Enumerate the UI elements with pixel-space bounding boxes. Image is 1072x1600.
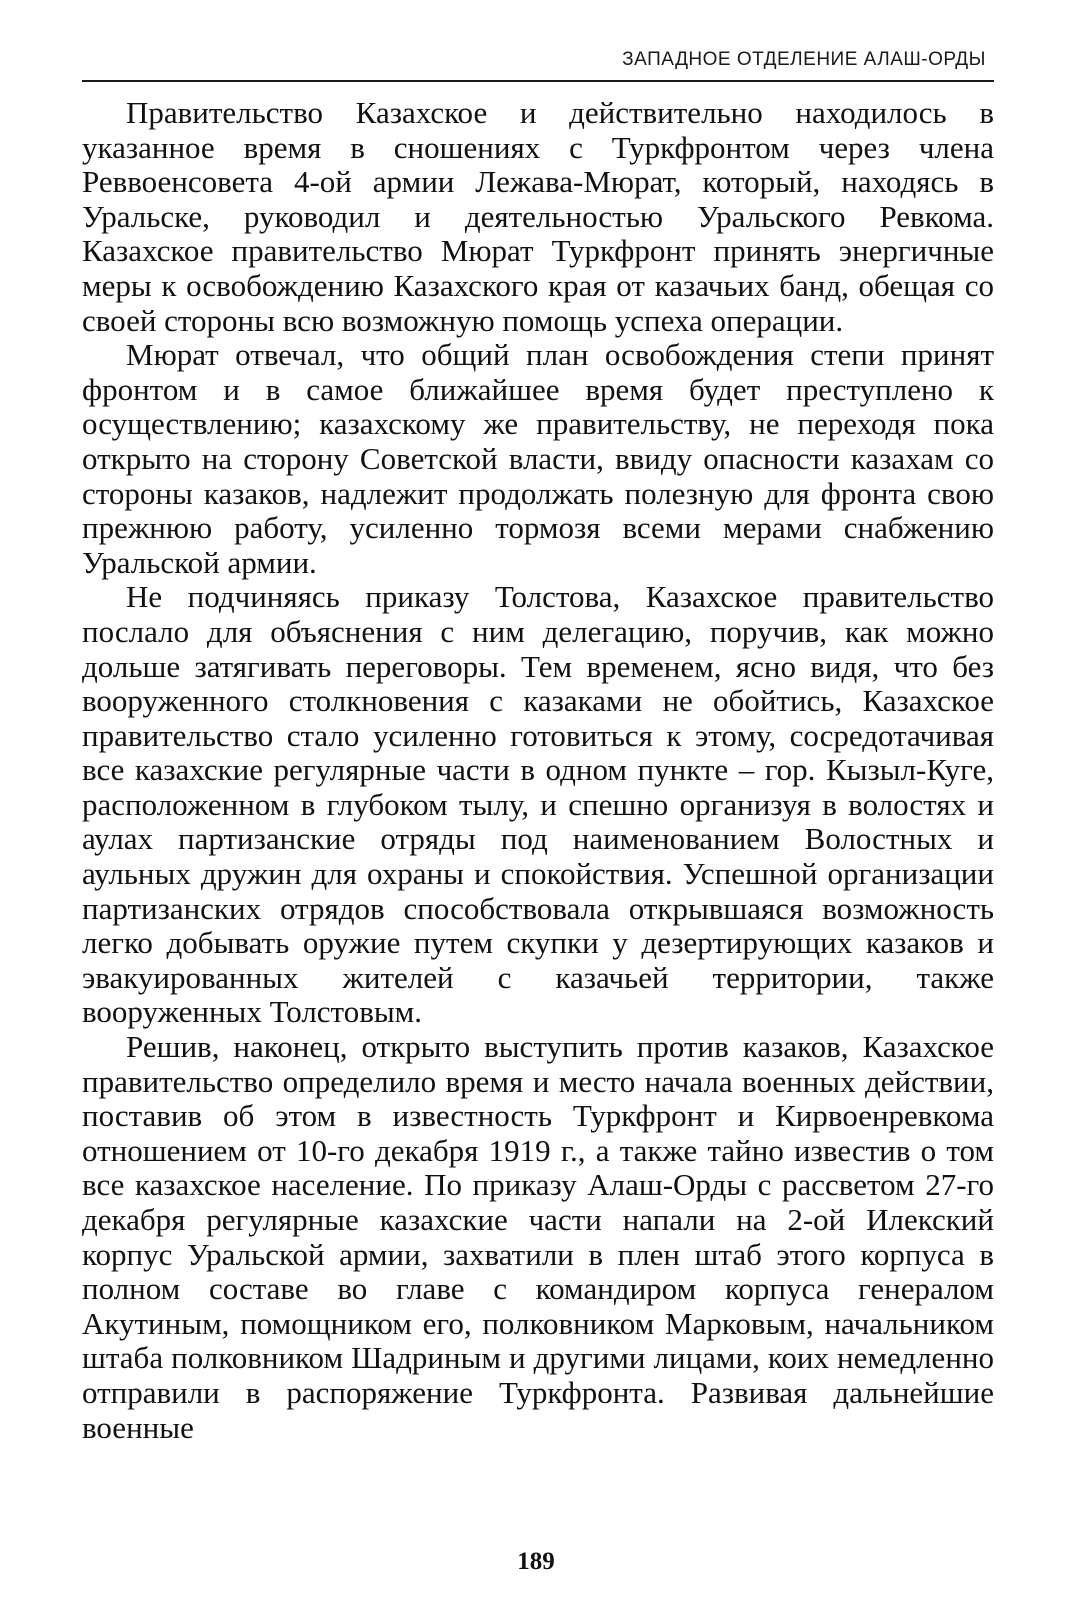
paragraph: Мюрат отвечал, что общий план освобождения степи принят фронтом и в самое ближайшее время будет преступлено к осуществлению; казахскому же правительству, не переходя пока открыто на сторону Советской власти, ввиду опасности казахам со стороны казаков, надлежит продолжать полезную для фронта свою прежнюю работу, усиленно тормозя всеми мерами снабжению Уральской армии. [82,337,994,580]
header-rule [82,80,994,82]
paragraph: Не подчиняясь приказу Толстова, Казахское правительство послало для объяснения с ним делегацию, поручив, как можно дольше затягивать переговоры. Тем временем, ясно видя, что без вооруженного столкновения с казаками не обойтись, Казахское правительство стало усиленно готовиться к этому, сосредотачивая все казахские регулярные части в одном пункте – гор. Кызыл-Куге, расположенном в глубоком тылу, и спешно организуя в волостях и аулах партизанские отряды под наименованием Волостных и аульных дружин для охраны и спокойствия. Успешной организации партизанских отрядов способствовала открывшаяся возможность легко добывать оружие путем скупки у дезертирующих казаков и эвакуированных жителей с казачьей территории, также вооруженных Толстовым. [82,579,994,1030]
paragraph: Правительство Казахское и действительно находилось в указанное время в сношениях с Туркфронтом через члена Реввоенсовета 4-ой армии Лежава-Мюрат, который, находясь в Уральске, руководил и деятельностью Уральского Ревкома. Казахское правительство Мюрат Туркфронт принять энергичные меры к освобождению Казахского края от казачьих банд, обещая со своей стороны всю возможную помощь успеха операции. [82,95,994,338]
paragraph: Решив, наконец, открыто выступить против казаков, Казахское правительство определило время и место начала военных действии, поставив об этом в известность Туркфронт и Кирвоенревкома отношением от 10-го декабря 1919 г., а также тайно известив о том все казахское население. По приказу Алаш-Орды с рассветом 27-го декабря регулярные казахские части напали на 2-ой Илекский корпус Уральской армии, захватили в плен штаб этого корпуса в полном составе во главе с командиром корпуса генералом Акутиным, помощником его, полковником Марковым, начальником штаба полковником Шадриным и другими лицами, коих немедленно отправили в распоряжение Туркфронта. Развивая дальнейшие военные [82,1029,994,1445]
page-number: 189 [517,1548,555,1575]
body-text [82,96,994,1445]
running-head: ЗАПАДНОЕ ОТДЕЛЕНИЕ АЛАШ-ОРДЫ [622,49,986,70]
